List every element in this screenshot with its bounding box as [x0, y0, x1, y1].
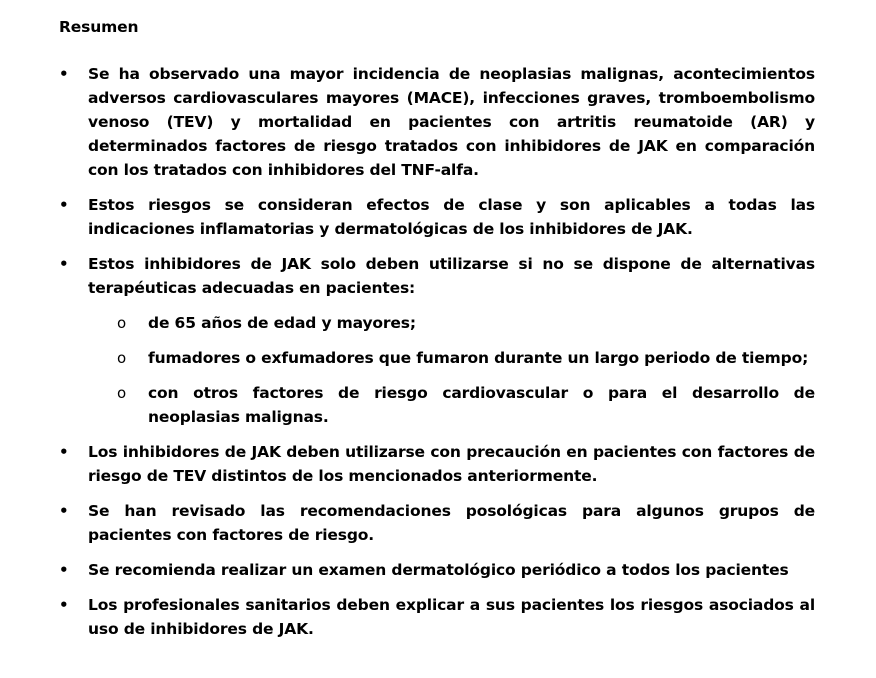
- sub-item-3: [88, 381, 815, 429]
- bullet-text: Estos riesgos se consideran efectos de clase y son aplicables a todas las indicaciones inflamatorias y dermatológicas de los inhibidores de JAK.: [88, 196, 815, 238]
- bullet-text: Se ha observado una mayor incidencia de neoplasias malignas, acontecimientos adversos cardiovasculares mayores (MACE), infecciones graves, tromboembolismo venoso (TEV) y mortalidad en pacientes con artritis reumatoide (AR) y determinados factores de riesgo tratados con inhibidores de JAK en comparación con los tratados con inhibidores del TNF-alfa.: [88, 65, 815, 179]
- bullet-marker: •: [59, 255, 69, 273]
- sub-item-text: de 65 años de edad y mayores;: [148, 314, 416, 332]
- bullet-marker: •: [59, 502, 69, 520]
- patient-risk-sub-list: [88, 311, 815, 429]
- sub-bullet-marker: o: [117, 384, 127, 402]
- bullet-item-6: [59, 558, 815, 582]
- sub-bullet-marker: o: [117, 349, 127, 367]
- bullet-marker: •: [59, 596, 69, 614]
- summary-bullet-list: [59, 62, 815, 652]
- bullet-text: Los inhibidores de JAK deben utilizarse con precaución en pacientes con factores de riesgo de TEV distintos de los mencionados anteriormente.: [88, 443, 815, 485]
- bullet-text: Los profesionales sanitarios deben explicar a sus pacientes los riesgos asociados al uso de inhibidores de JAK.: [88, 596, 815, 638]
- bullet-text: Se han revisado las recomendaciones posológicas para algunos grupos de pacientes con factores de riesgo.: [88, 502, 815, 544]
- sub-bullet-marker: o: [117, 314, 127, 332]
- sub-item-text: fumadores o exfumadores que fumaron durante un largo periodo de tiempo;: [148, 349, 809, 367]
- sub-item-1: [88, 311, 815, 335]
- bullet-item-2: [59, 193, 815, 241]
- bullet-item-1: [59, 62, 815, 182]
- bullet-marker: •: [59, 65, 69, 83]
- bullet-text: Estos inhibidores de JAK solo deben utilizarse si no se dispone de alternativas terapéuticas adecuadas en pacientes:: [88, 255, 815, 297]
- bullet-item-4: [59, 440, 815, 488]
- bullet-marker: •: [59, 561, 69, 579]
- section-heading: Resumen: [59, 18, 139, 36]
- bullet-marker: •: [59, 443, 69, 461]
- bullet-text: Se recomienda realizar un examen dermatológico periódico a todos los pacientes: [88, 561, 789, 579]
- bullet-item-3: [59, 252, 815, 429]
- sub-item-text: con otros factores de riesgo cardiovascular o para el desarrollo de neoplasias malignas.: [148, 384, 815, 426]
- bullet-item-7: [59, 593, 815, 641]
- bullet-marker: •: [59, 196, 69, 214]
- bullet-item-5: [59, 499, 815, 547]
- sub-item-2: [88, 346, 815, 370]
